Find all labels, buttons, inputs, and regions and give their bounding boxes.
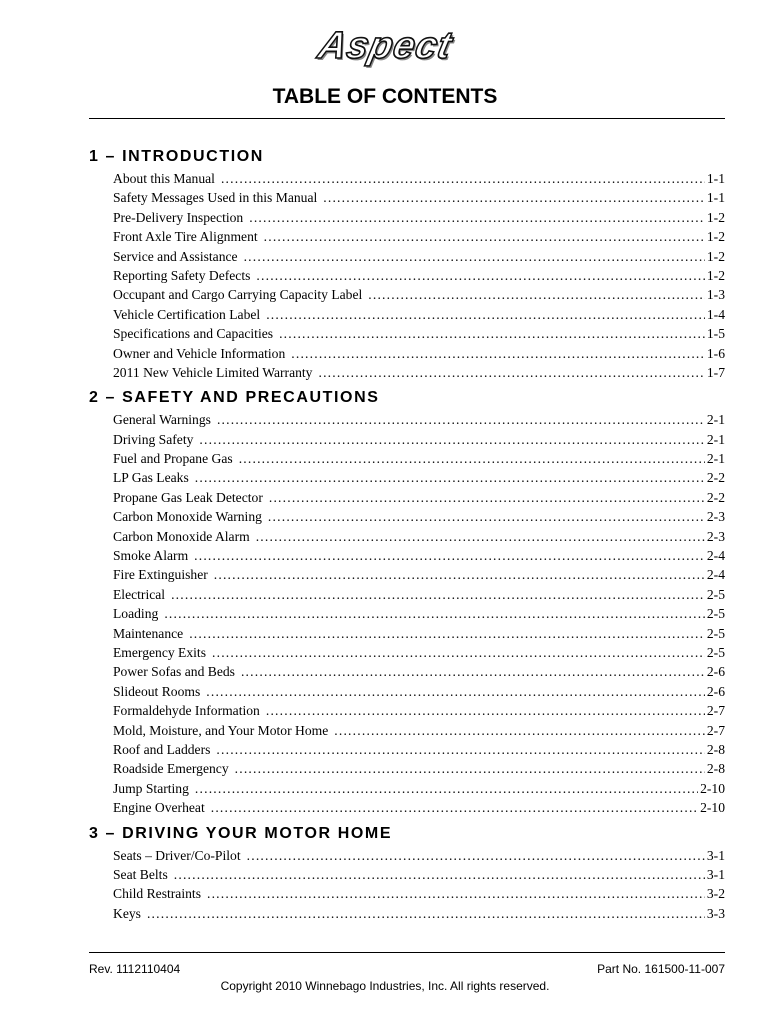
toc-entry-title: About this Manual bbox=[113, 171, 215, 186]
toc-entry-title: Vehicle Certification Label bbox=[113, 306, 261, 322]
toc-entry-title: Driving Safety bbox=[113, 431, 194, 447]
toc-entry[interactable] bbox=[113, 344, 725, 363]
dot-leader bbox=[217, 410, 705, 429]
dot-leader bbox=[211, 798, 698, 817]
section-heading: 1 – INTRODUCTION bbox=[89, 148, 264, 165]
toc-entry-title: Service and Assistance bbox=[113, 248, 238, 264]
dot-leader bbox=[334, 721, 705, 740]
dot-leader bbox=[221, 169, 705, 188]
dot-leader bbox=[256, 527, 705, 546]
toc-entry-title: Carbon Monoxide Alarm bbox=[113, 528, 250, 544]
toc-entry-title: 2011 New Vehicle Limited Warranty bbox=[113, 364, 313, 380]
toc-entry[interactable] bbox=[113, 884, 725, 903]
dot-leader bbox=[235, 759, 705, 778]
toc-entry-page: 3-2 bbox=[706, 886, 725, 902]
toc-entry-title: Occupant and Cargo Carrying Capacity Label bbox=[113, 287, 363, 303]
toc-entry[interactable] bbox=[113, 759, 725, 778]
toc-entry[interactable] bbox=[113, 305, 725, 324]
toc-entry-page: 1-1 bbox=[706, 190, 725, 206]
toc-entry-page: 1-4 bbox=[706, 306, 725, 322]
toc-entry-page: 3-1 bbox=[706, 866, 725, 882]
toc-entry[interactable] bbox=[113, 546, 725, 565]
toc-entry-page: 1-2 bbox=[706, 248, 725, 264]
toc-entry-title: Owner and Vehicle Information bbox=[113, 345, 286, 361]
dot-leader bbox=[318, 363, 704, 382]
toc-entry[interactable] bbox=[113, 682, 725, 701]
toc-entry-page: 3-1 bbox=[706, 847, 725, 863]
toc-entry[interactable] bbox=[113, 363, 725, 382]
toc-entry-page: 2-6 bbox=[706, 664, 725, 680]
toc-entry[interactable] bbox=[113, 904, 725, 923]
toc-entry-page: 2-6 bbox=[706, 683, 725, 699]
dot-leader bbox=[249, 208, 705, 227]
dot-leader bbox=[195, 468, 705, 487]
dot-leader bbox=[266, 701, 705, 720]
dot-leader bbox=[171, 585, 705, 604]
toc-entry-title: Engine Overheat bbox=[113, 800, 205, 816]
toc-entry-title: Pre-Delivery Inspection bbox=[113, 209, 244, 225]
toc-entry[interactable] bbox=[113, 410, 725, 429]
table-of-contents bbox=[0, 144, 770, 923]
dot-leader bbox=[264, 227, 705, 246]
dot-leader bbox=[291, 344, 705, 363]
toc-entry-page: 2-5 bbox=[706, 586, 725, 602]
toc-entry-title: Electrical bbox=[113, 586, 166, 602]
dot-leader bbox=[214, 565, 705, 584]
toc-entry-title: Power Sofas and Beds bbox=[113, 664, 235, 680]
toc-entry-title: Slideout Rooms bbox=[113, 683, 201, 699]
toc-entry[interactable] bbox=[113, 247, 725, 266]
dot-leader bbox=[256, 266, 704, 285]
toc-entry-page: 2-1 bbox=[706, 431, 725, 447]
toc-entry[interactable] bbox=[113, 565, 725, 584]
logo-text: Aspect bbox=[314, 25, 456, 67]
toc-entry-page: 3-3 bbox=[706, 905, 725, 921]
toc-entry-title: Front Axle Tire Alignment bbox=[113, 229, 258, 245]
toc-entry-page: 2-4 bbox=[706, 548, 725, 564]
aspect-logo bbox=[0, 24, 770, 68]
dot-leader bbox=[147, 904, 705, 923]
dot-leader bbox=[199, 430, 704, 449]
toc-entry-title: Loading bbox=[113, 606, 159, 622]
toc-entry-page: 2-5 bbox=[706, 625, 725, 641]
dot-leader bbox=[189, 624, 705, 643]
toc-entry-page: 2-3 bbox=[706, 528, 725, 544]
toc-entry[interactable] bbox=[113, 488, 725, 507]
toc-entry-page: 2-7 bbox=[706, 722, 725, 738]
toc-entry-page: 1-1 bbox=[706, 171, 725, 186]
toc-entry[interactable] bbox=[113, 798, 725, 817]
toc-entry-title: Carbon Monoxide Warning bbox=[113, 509, 262, 525]
toc-entry[interactable] bbox=[113, 324, 725, 343]
toc-entry-title: Child Restraints bbox=[113, 886, 201, 902]
toc-entry-title: Smoke Alarm bbox=[113, 548, 189, 564]
toc-entry-title: Fuel and Propane Gas bbox=[113, 451, 233, 467]
toc-entry-page: 2-8 bbox=[706, 761, 725, 777]
toc-entry-title: Specifications and Capacities bbox=[113, 326, 274, 342]
toc-entry-title: Formaldehyde Information bbox=[113, 703, 260, 719]
toc-entry-title: Seats – Driver/Co-Pilot bbox=[113, 847, 241, 863]
copyright-notice: Copyright 2010 Winnebago Industries, Inc. All rights reserved. bbox=[220, 979, 550, 993]
toc-entry-title: LP Gas Leaks bbox=[113, 470, 189, 486]
toc-entry-page: 2-2 bbox=[706, 470, 725, 486]
toc-section bbox=[0, 821, 770, 924]
toc-entry[interactable] bbox=[113, 701, 725, 720]
toc-entry-page: 2-10 bbox=[700, 780, 725, 796]
toc-entry[interactable] bbox=[113, 169, 725, 188]
toc-entry-title: Keys bbox=[113, 905, 141, 921]
toc-entry-page: 1-7 bbox=[706, 364, 725, 380]
toc-entry-title: Maintenance bbox=[113, 625, 184, 641]
dot-leader bbox=[269, 488, 705, 507]
toc-entry-list bbox=[0, 410, 770, 817]
section-heading: 3 – DRIVING YOUR MOTOR HOME bbox=[89, 824, 393, 842]
toc-entry-title: Fire Extinguisher bbox=[113, 567, 208, 583]
toc-section bbox=[0, 385, 770, 817]
footer-divider bbox=[89, 952, 725, 953]
toc-entry-title: Roof and Ladders bbox=[113, 741, 211, 757]
toc-entry[interactable] bbox=[113, 430, 725, 449]
toc-entry-page: 2-5 bbox=[706, 644, 725, 660]
dot-leader bbox=[195, 779, 698, 798]
dot-leader bbox=[212, 643, 705, 662]
toc-entry[interactable] bbox=[113, 188, 725, 207]
toc-entry-page: 1-2 bbox=[706, 229, 725, 245]
toc-entry-title: Mold, Moisture, and Your Motor Home bbox=[113, 722, 329, 738]
toc-entry[interactable] bbox=[113, 266, 725, 285]
dot-leader bbox=[207, 884, 705, 903]
toc-entry-page: 2-1 bbox=[706, 412, 725, 428]
toc-entry-list bbox=[0, 846, 770, 924]
dot-leader bbox=[368, 285, 705, 304]
toc-entry[interactable] bbox=[113, 449, 725, 468]
toc-entry[interactable] bbox=[113, 846, 725, 865]
toc-entry-page: 2-7 bbox=[706, 703, 725, 719]
toc-section bbox=[0, 144, 770, 382]
toc-entry-page: 1-3 bbox=[706, 287, 725, 303]
toc-entry[interactable] bbox=[113, 662, 725, 681]
toc-entry-page: 2-1 bbox=[706, 451, 725, 467]
toc-entry[interactable] bbox=[113, 585, 725, 604]
toc-entry[interactable] bbox=[113, 643, 725, 662]
dot-leader bbox=[194, 546, 705, 565]
toc-entry-list bbox=[0, 169, 770, 382]
toc-entry-page: 2-8 bbox=[706, 741, 725, 757]
toc-entry-page: 1-5 bbox=[706, 326, 725, 342]
dot-leader bbox=[323, 188, 705, 207]
toc-entry-title: Safety Messages Used in this Manual bbox=[113, 190, 318, 206]
toc-entry[interactable] bbox=[113, 865, 725, 884]
dot-leader bbox=[206, 682, 705, 701]
toc-entry-page: 1-2 bbox=[706, 209, 725, 225]
toc-entry[interactable] bbox=[113, 604, 725, 623]
dot-leader bbox=[279, 324, 705, 343]
toc-entry-title: General Warnings bbox=[113, 412, 211, 428]
toc-entry[interactable] bbox=[113, 208, 725, 227]
toc-entry[interactable] bbox=[113, 721, 725, 740]
toc-entry-title: Reporting Safety Defects bbox=[113, 267, 251, 283]
toc-entry-page: 2-5 bbox=[706, 606, 725, 622]
toc-entry[interactable] bbox=[113, 468, 725, 487]
dot-leader bbox=[239, 449, 705, 468]
dot-leader bbox=[247, 846, 705, 865]
toc-entry[interactable] bbox=[113, 740, 725, 759]
dot-leader bbox=[268, 507, 705, 526]
toc-entry-title: Jump Starting bbox=[113, 780, 189, 796]
toc-entry[interactable] bbox=[113, 227, 725, 246]
toc-entry-page: 1-6 bbox=[706, 345, 725, 361]
toc-entry[interactable] bbox=[113, 285, 725, 304]
page-title: TABLE OF CONTENTS bbox=[272, 85, 498, 108]
toc-entry-title: Seat Belts bbox=[113, 866, 168, 882]
section-heading: 2 – SAFETY AND PRECAUTIONS bbox=[89, 389, 380, 407]
toc-entry-page: 2-2 bbox=[706, 489, 725, 505]
toc-entry[interactable] bbox=[113, 507, 725, 526]
dot-leader bbox=[164, 604, 705, 623]
part-number: Part No. 161500-11-007 bbox=[597, 962, 725, 976]
toc-entry[interactable] bbox=[113, 779, 725, 798]
dot-leader bbox=[216, 740, 704, 759]
toc-entry-page: 2-4 bbox=[706, 567, 725, 583]
toc-entry-title: Roadside Emergency bbox=[113, 761, 229, 777]
toc-entry-title: Propane Gas Leak Detector bbox=[113, 489, 263, 505]
title-divider bbox=[89, 118, 725, 119]
dot-leader bbox=[244, 247, 705, 266]
dot-leader bbox=[174, 865, 705, 884]
dot-leader bbox=[266, 305, 705, 324]
toc-entry-title: Emergency Exits bbox=[113, 644, 206, 660]
toc-entry-page: 2-3 bbox=[706, 509, 725, 525]
revision-number: Rev. 1112110404 bbox=[89, 962, 181, 976]
toc-entry[interactable] bbox=[113, 527, 725, 546]
toc-entry-page: 1-2 bbox=[706, 267, 725, 283]
toc-entry-page: 2-10 bbox=[700, 800, 725, 816]
dot-leader bbox=[241, 662, 705, 681]
toc-entry[interactable] bbox=[113, 624, 725, 643]
